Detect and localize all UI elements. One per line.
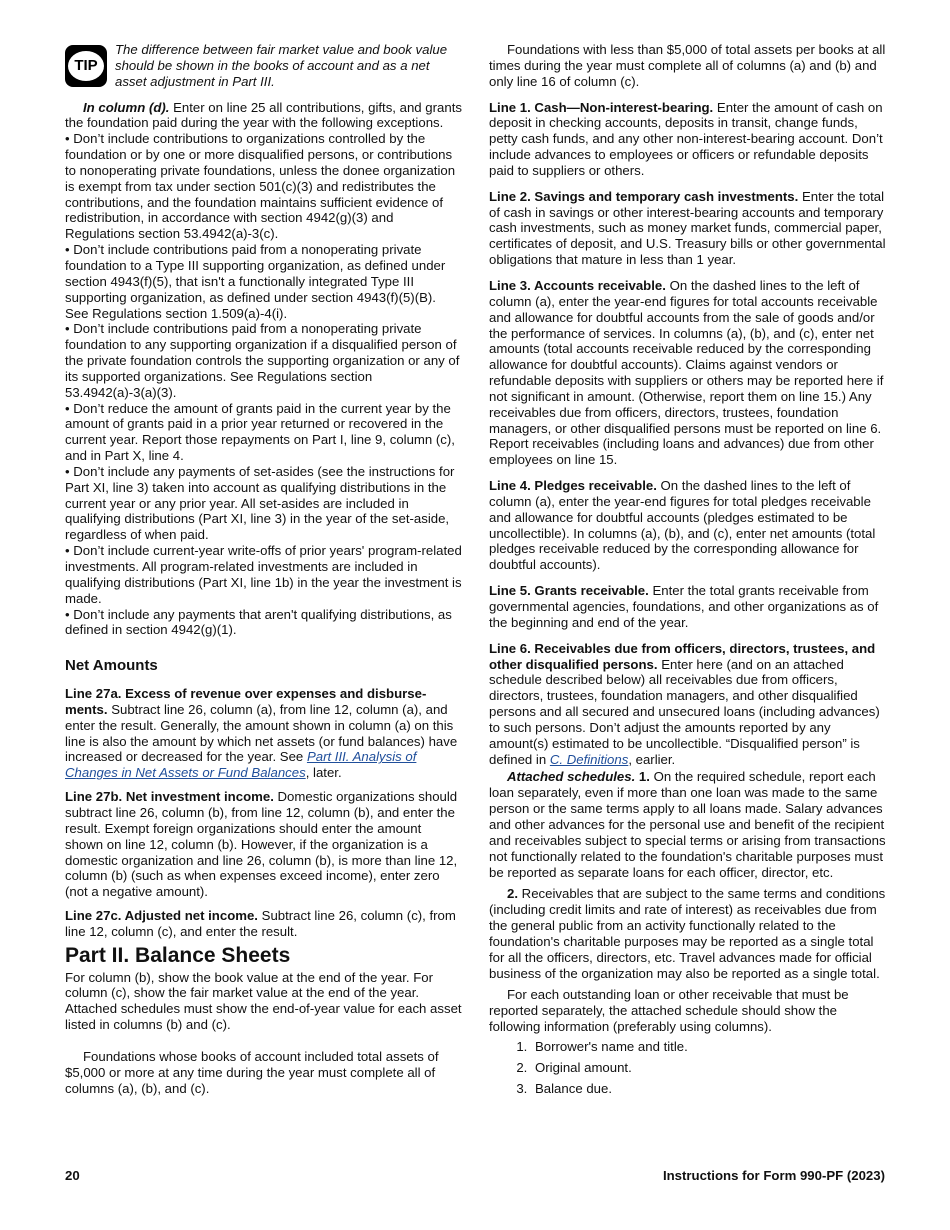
net-amounts-heading: Net Amounts	[65, 657, 158, 675]
list-item: • Don’t include contributions paid from a nonoperating private foundation to a Type III supporting organization, as defined under section 4943(f)(5), that isn't a functionally integrated Type III supporting organization, as defined under section 4943(f)(5)(B). See Regulations section 1.509(a)-4(i).	[65, 242, 446, 321]
attached-schedules-2: 2. Receivables that are subject to the same terms and conditions (including credit limits and rate of interest) as receivables due from the general public from an activity functionally related to the foundation's charitable purposes may be reported as a single total for all the officers, directors, etc. Travel advances made for official business of the organization may also be reported as a single total.	[489, 886, 886, 981]
list-item: • Don’t include current-year write-offs of prior years' program-related investments. All program-related investments are included in qualifying distributions (Part XI, line 1b) in the year the investment is made.	[65, 543, 462, 606]
line-5: Line 5. Grants receivable. Enter the total grants receivable from governmental agencies, foundations, and other organizations as of the beginning and end of the year.	[489, 583, 879, 630]
part-iii-link[interactable]: Part III. Analysis of Changes in Net Assets or Fund Balances	[65, 749, 417, 781]
list-item: • Don’t include contributions paid from a nonoperating private foundation to any supporting organization if a disqualified person of the private foundation controls the supporting organization or any of its supported organizations. See Regulations section 53.4942(a)-3(a)(3).	[65, 321, 460, 400]
right-column	[489, 42, 886, 1101]
line-4: Line 4. Pledges receivable. On the dashed lines to the left of column (a), enter the year-end figures for total pledges receivable and allowance for doubtful accounts (pledges estimated to be uncollectible). In columns (a), (b), and (c), enter net amounts (total pledges receivable reduced by the corresponding allowance for doubtful accounts).	[489, 478, 876, 573]
line-2: Line 2. Savings and temporary cash investments. Enter the total of cash in savings or other interest-bearing accounts and temporary cash investments, such as money market funds, commercial paper, certificates of deposit, and U.S. Treasury bills or other governmental obligations that mature in less than 1 year.	[489, 188, 886, 268]
list-item: 1. Borrower's name and title.	[531, 1039, 886, 1055]
list-item: • Don’t reduce the amount of grants paid in the current year by the amount of grants paid in a prior year returned or recovered in the current year. Report those repayments on Part I, line 9, column (c), and in Part X, line 4.	[65, 400, 455, 464]
column-d-paragraph: In column (d). Enter on line 25 all contributions, gifts, and grants the foundation paid during the year with the following exceptions.	[65, 99, 462, 131]
line-1: Line 1. Cash—Non-interest-bearing. Enter the amount of cash on deposit in checking accounts, deposits in transit, change funds, petty cash funds, and any other non-interest-bearing account. Don’t include advances to employees or officers or refundable deposits paid to suppliers or others.	[489, 99, 883, 178]
line-3: Line 3. Accounts receivable. On the dashed lines to the left of column (a), enter the year-end figures for total accounts receivable and allowance for doubtful accounts from the sale of goods and/or the performance of services. In columns (a), (b), and (c), enter net amounts (total accounts receivable reduced by the corresponding allowance for doubtful accounts). Claims against vendors or refundable deposits with suppliers or others may be reported here if not significant in amount. (Otherwise, report them on line 15.) Any receivables due from officers, directors, trustees, foundation managers, or other disqualified persons must be reported on line 6. Report receivables (including loans and advances) due from other employees on line 15.	[489, 277, 884, 468]
page-number: 20	[65, 1168, 80, 1183]
part-ii-5000-or-more: Foundations whose books of account included total assets of $5,000 or more at any time during the year must complete all of columns (a), (b), and (c).	[65, 1048, 439, 1096]
tip-text: The difference between fair market value and book value should be shown in the books of account and as a net asset adjustment in Part III.	[115, 42, 448, 89]
tip-box	[65, 42, 462, 90]
loan-info-list	[489, 1039, 886, 1097]
left-column	[65, 42, 462, 1104]
part-ii-less-than-5000: Foundations with less than $5,000 of total assets per books at all times during the year must complete all of columns (a) and (b) and only line 16 of column (c).	[489, 42, 886, 89]
exceptions-list	[65, 131, 462, 638]
line-27c: Line 27c. Adjusted net income. Subtract line 26, column (c), from line 12, column (c), and enter the result.	[65, 908, 456, 939]
part-ii-heading: Part II. Balance Sheets	[65, 943, 291, 967]
list-item: 3. Balance due.	[531, 1081, 886, 1097]
list-item: 2. Original amount.	[531, 1060, 886, 1076]
list-item: • Don’t include any payments that aren't qualifying distributions, as defined in section 4942(g)(1).	[65, 606, 452, 638]
each-loan-paragraph: For each outstanding loan or other receivable that must be reported separately, the attached schedule should show the following information (preferably using columns).	[489, 987, 849, 1035]
line-27a: Line 27a. Excess of revenue over expenses and disbursements. Subtract line 26, column (a), from line 12, column (a), and enter the result. Generally, the amount shown in column (a) on this line is also the amount by which net assets (or fund balances) have increased or decreased for the year. See Part III. Analysis of Changes in Net Assets or Fund Balances, later.	[65, 686, 458, 781]
definitions-link[interactable]: C. Definitions	[549, 751, 629, 767]
footer-title: Instructions for Form 990-PF (2023)	[662, 1168, 885, 1183]
list-item: • Don’t include any payments of set-asides (see the instructions for Part XI, line 3) taken into account as qualifying distributions in the current year or any prior year. All set-asides are included in qualifying distributions (Part XI, line 3) in the year of the set-aside, regardless of when paid.	[65, 463, 455, 543]
part-ii-intro: For column (b), show the book value at the end of the year. For column (c), show the fair market value at the end of the year. Attached schedules must show the end-of-year value for each asset listed in columns (b) and (c).	[65, 969, 462, 1033]
line-6: Line 6. Receivables due from officers, directors, trustees, and other disqualified persons. Enter here (and on an attached schedule described below) all receivables due from officers, directors, trustees, foundation managers, and other disqualified persons and all secured and unsecured loans (including advances) to such persons. Don’t adjust the amounts reported by any amount(s) estimated to be uncollectible. “Disqualified person” is defined in C. Definitions, earlier.	[489, 640, 880, 767]
tip-icon: TIP	[65, 45, 107, 87]
attached-schedules-1: Attached schedules. 1. On the required schedule, report each loan separately, even if more than one loan was made to the same person or the same terms apply to all loans made. Salary advances and other advances for the personal use and benefit of the recipient and receivables subject to special terms or arising from transactions not functionally related to the foundation's charitable purposes must be reported as separate loans for each officer, director, etc.	[489, 769, 886, 880]
line-27b: Line 27b. Net investment income. Domestic organizations should subtract line 26, column (b), from line 12, column (b), and enter the result. Exempt foreign organizations should enter the amount shown on line 12, column (b). However, if the organization is a domestic organization and line 26, column (b), is more than line 12, column (b) (such as when expenses exceed income), enter zero (not a negative amount).	[65, 789, 458, 900]
list-item: • Don’t include contributions to organizations controlled by the foundation or by one or more disqualified persons, or contributions to nonoperating private foundations, unless the donee organization is exempt from tax under section 501(c)(3) and redistributes the contributions, and the foundation maintains sufficient evidence of redistribution, in accordance with section 4942(g)(3) and Regulations section 53.4942(a)-3(c).	[65, 131, 456, 242]
